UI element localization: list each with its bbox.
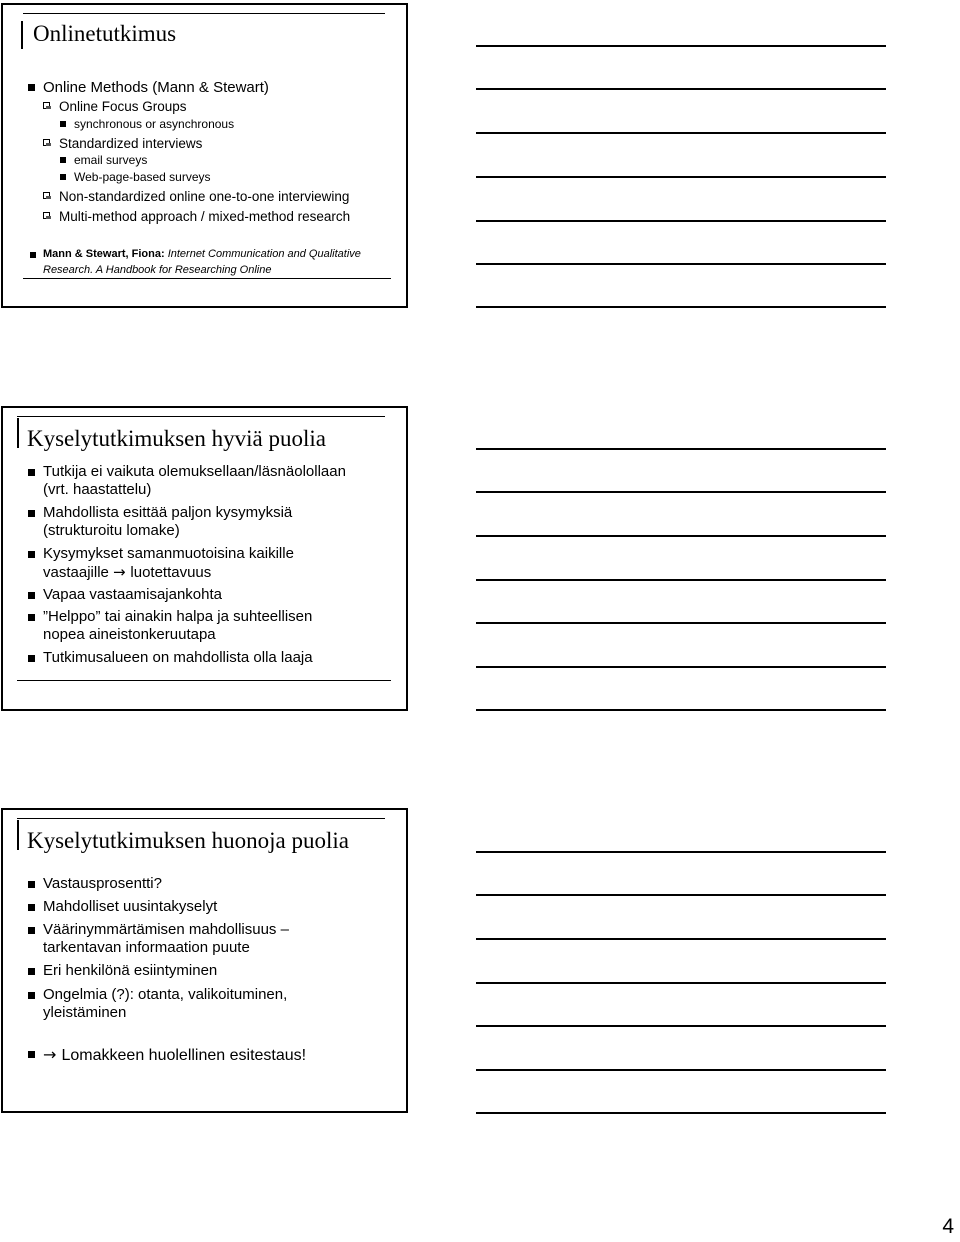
list-item: Eri henkilönä esiintyminen — [43, 962, 218, 979]
list-item-cont: (strukturoitu lomake) — [43, 522, 180, 539]
note-line — [476, 535, 886, 537]
title-underline — [17, 818, 385, 819]
reference-authors: Mann & Stewart, Fiona: — [43, 248, 165, 260]
list-item: Väärinymmärtämisen mahdollisuus – — [43, 921, 289, 938]
list-item: Tutkija ei vaikuta olemuksellaan/läsnäolollaan — [43, 463, 346, 480]
bullet-square — [28, 927, 35, 934]
note-line — [476, 1112, 886, 1114]
checkbox-bullet — [43, 102, 50, 109]
note-line — [476, 220, 886, 222]
bullet-square — [28, 551, 35, 558]
reference-title: Internet Communication and Qualitative — [167, 248, 361, 260]
note-line — [476, 88, 886, 90]
slide-survey-pros — [1, 406, 408, 711]
list-item: Non-standardized online one-to-one interviewing — [59, 189, 350, 204]
list-item: Vapaa vastaamisajankohta — [43, 586, 223, 603]
list-item: Mahdollista esittää paljon kysymyksiä — [43, 504, 293, 521]
note-line — [476, 982, 886, 984]
note-line — [476, 45, 886, 47]
slide-title: Onlinetutkimus — [21, 21, 176, 47]
list-item: Ongelmia (?): otanta, valikoituminen, — [43, 986, 288, 1003]
note-line — [476, 1025, 886, 1027]
note-line — [476, 938, 886, 940]
bullet-square — [60, 174, 66, 180]
list-item: Online Focus Groups — [59, 99, 187, 114]
list-item: ”Helppo” tai ainakin halpa ja suhteellisen — [43, 608, 313, 625]
note-line — [476, 666, 886, 668]
bullet-square — [28, 614, 35, 621]
bullet-square — [28, 992, 35, 999]
note-line — [476, 132, 886, 134]
bullet-square — [28, 510, 35, 517]
bullet-square — [28, 904, 35, 911]
list-item: → Lomakkeen huolellinen esitestaus! — [43, 1045, 307, 1064]
title-underline — [17, 416, 385, 417]
page-number: 4 — [942, 1215, 954, 1238]
note-line — [476, 1069, 886, 1071]
bullet-square — [28, 655, 35, 662]
bullet-square — [28, 968, 35, 975]
reference-title: Research. A Handbook for Researching Online — [43, 264, 272, 276]
slide-online-research — [1, 3, 408, 308]
checkbox-bullet — [43, 139, 50, 146]
bullet-square — [60, 157, 66, 163]
note-line — [476, 579, 886, 581]
slide-title: Kyselytutkimuksen hyviä puolia — [17, 426, 326, 452]
arrow-right-icon: → — [113, 563, 131, 581]
note-line — [476, 306, 886, 308]
bullet-square — [28, 469, 35, 476]
bullet-square — [28, 592, 35, 599]
bullet-square — [60, 121, 66, 127]
note-line — [476, 894, 886, 896]
list-item: Vastausprosentti? — [43, 875, 162, 892]
slide-title: Kyselytutkimuksen huonoja puolia — [17, 828, 349, 854]
list-item-cont: nopea aineistonkeruutapa — [43, 626, 216, 643]
note-line — [476, 176, 886, 178]
checkbox-bullet — [43, 212, 50, 219]
reference-line — [43, 263, 271, 277]
list-item-cont: (vrt. haastattelu) — [43, 481, 152, 498]
list-item: Tutkimusalueen on mahdollista olla laaja — [43, 649, 313, 666]
list-item-cont: vastaajille → luotettavuus — [43, 563, 212, 581]
bullet-square — [28, 1051, 35, 1058]
list-item: Multi-method approach / mixed-method research — [59, 209, 351, 224]
title-underline — [23, 13, 385, 14]
note-line — [476, 709, 886, 711]
note-line — [476, 263, 886, 265]
bullet-square — [30, 252, 36, 258]
list-item: Standardized interviews — [59, 136, 203, 151]
bottom-rule — [23, 278, 391, 279]
list-item-cont: yleistäminen — [43, 1004, 127, 1021]
note-line — [476, 851, 886, 853]
checkbox-bullet — [43, 192, 50, 199]
list-item: Web-page-based surveys — [74, 170, 211, 184]
list-item: Mahdolliset uusintakyselyt — [43, 898, 218, 915]
list-item: Kysymykset samanmuotoisina kaikille — [43, 545, 294, 562]
list-item-cont: tarkentavan informaation puute — [43, 939, 250, 956]
list-item: synchronous or asynchronous — [74, 117, 235, 131]
note-line — [476, 491, 886, 493]
list-item: Online Methods (Mann & Stewart) — [43, 79, 269, 96]
note-line — [476, 448, 886, 450]
arrow-right-icon: → — [43, 1045, 62, 1064]
bullet-square — [28, 84, 35, 91]
bottom-rule — [17, 680, 391, 681]
list-item: email surveys — [74, 153, 148, 167]
slide-survey-cons — [1, 808, 408, 1113]
note-line — [476, 622, 886, 624]
reference-line — [43, 247, 361, 261]
bullet-square — [28, 881, 35, 888]
